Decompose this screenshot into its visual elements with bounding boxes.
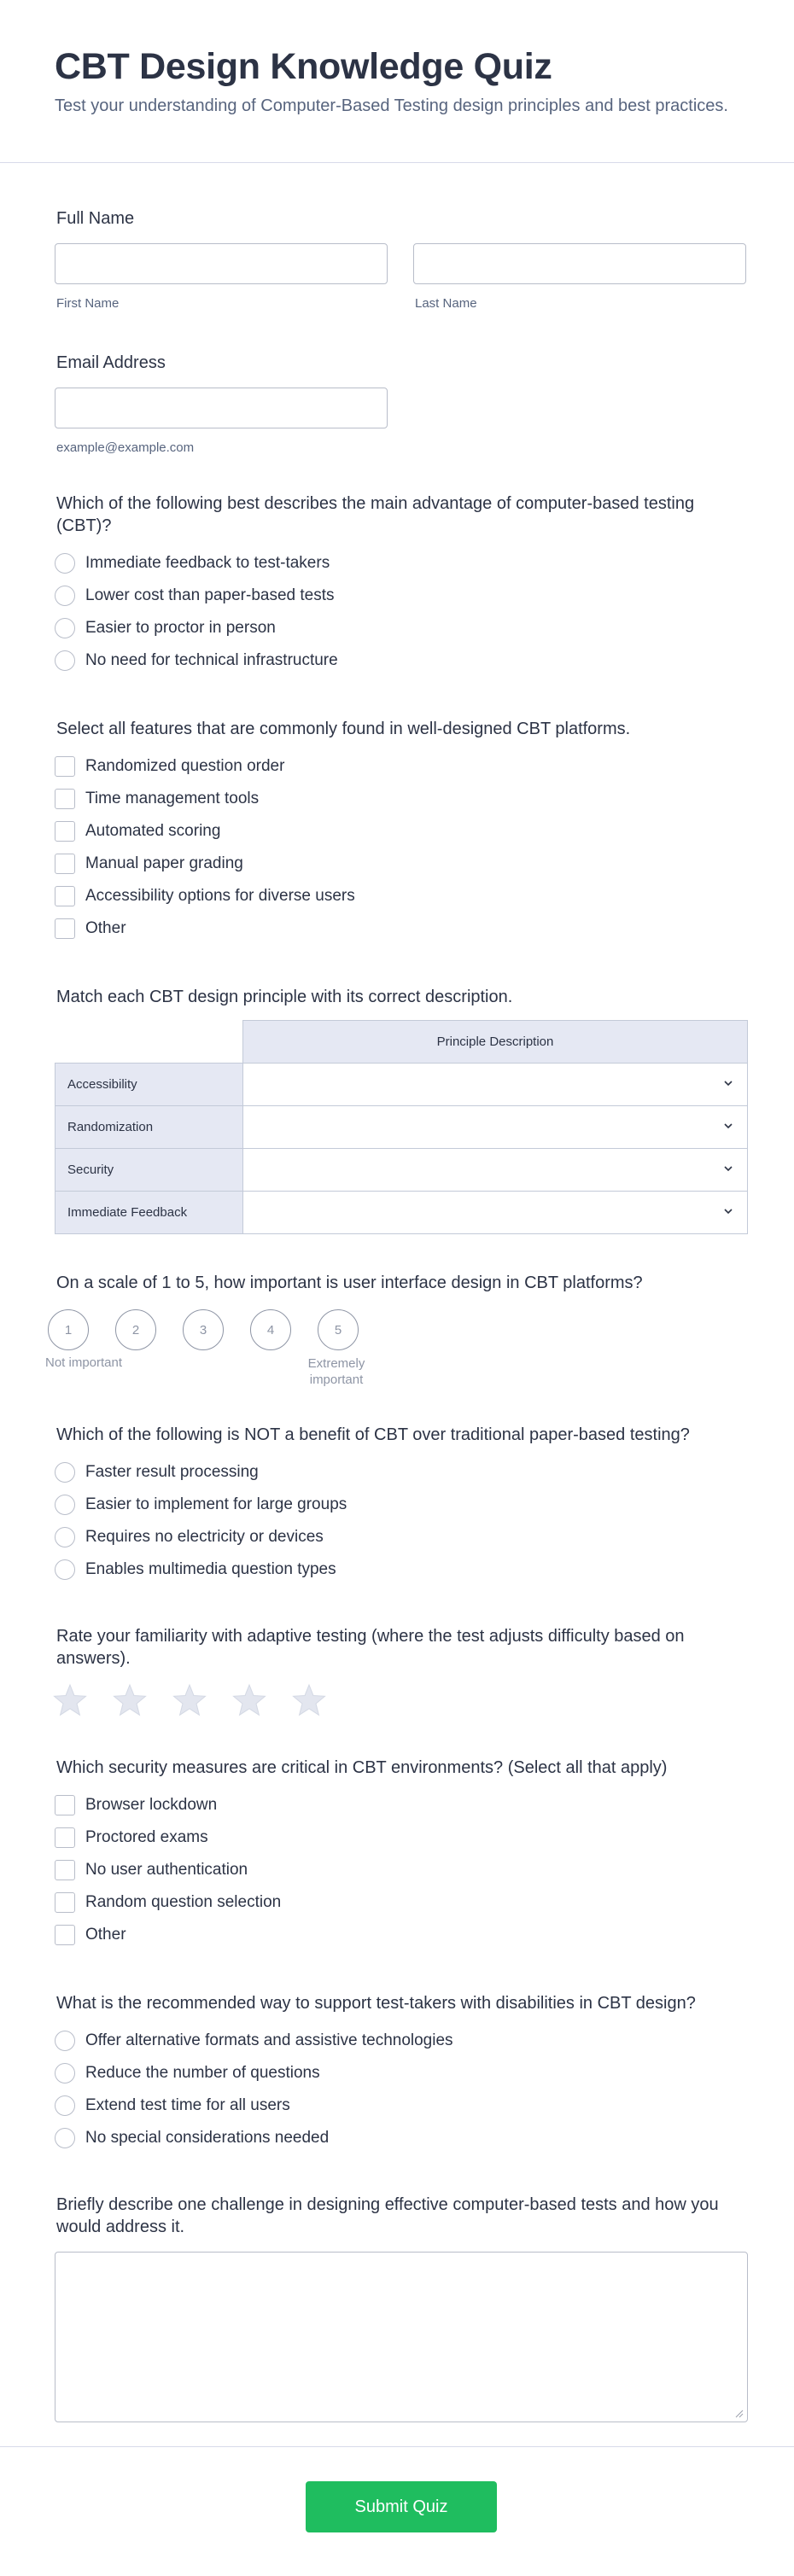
security-option[interactable] <box>55 1886 748 1919</box>
scale-option[interactable]: 2 <box>115 1309 156 1350</box>
features-option[interactable] <box>55 880 748 912</box>
option-label: Randomized question order <box>85 757 285 775</box>
option-label: Time management tools <box>85 790 260 807</box>
scale-high-label: Extremely important <box>307 1356 365 1387</box>
matrix-row-label: Accessibility <box>55 1064 243 1106</box>
chevron-down-icon <box>721 1204 735 1218</box>
scale-option[interactable]: 4 <box>250 1309 291 1350</box>
full-name-label: Full Name <box>56 209 135 228</box>
rating-question-label: Rate your familiarity with adaptive testing (where the test adjusts difficulty based on answers). <box>56 1627 685 1668</box>
option-label: Accessibility options for diverse users <box>85 887 355 905</box>
option-label: Other <box>85 919 126 937</box>
matrix-column-header: Principle Description <box>243 1021 748 1064</box>
option-label: Extend test time for all users <box>85 2096 290 2114</box>
disabilities-option[interactable] <box>55 2089 748 2122</box>
matrix-dropdown[interactable] <box>243 1149 748 1192</box>
features-option[interactable] <box>55 912 748 945</box>
submit-button[interactable]: Submit Quiz <box>306 2481 497 2532</box>
first-name-input[interactable] <box>55 243 388 284</box>
rating-question <box>55 1625 748 1717</box>
features-option[interactable] <box>55 750 748 783</box>
features-option[interactable] <box>55 848 748 880</box>
matrix-dropdown[interactable] <box>243 1064 748 1106</box>
features-option[interactable] <box>55 815 748 848</box>
radio-button[interactable] <box>55 1527 75 1547</box>
security-option[interactable] <box>55 1919 748 1951</box>
option-label: Random question selection <box>85 1893 282 1911</box>
star-icon[interactable] <box>172 1683 207 1717</box>
checkbox[interactable] <box>55 821 75 842</box>
not-benefit-option[interactable] <box>55 1553 748 1586</box>
option-label: Browser lockdown <box>85 1796 218 1814</box>
scale-question <box>45 1272 748 1390</box>
security-option[interactable] <box>55 1854 748 1886</box>
advantage-option[interactable] <box>55 644 748 677</box>
matrix-dropdown[interactable] <box>243 1192 748 1234</box>
not-benefit-option[interactable] <box>55 1456 748 1489</box>
challenge-textarea[interactable] <box>55 2252 748 2422</box>
radio-button[interactable] <box>55 650 75 671</box>
option-label: Immediate feedback to test-takers <box>85 554 330 572</box>
star-rating <box>53 1683 748 1717</box>
disabilities-question-label: What is the recommended way to support test-takers with disabilities in CBT design? <box>56 1994 696 2013</box>
option-label: Automated scoring <box>85 822 221 840</box>
last-name-sublabel: Last Name <box>415 296 477 311</box>
disabilities-option[interactable] <box>55 2025 748 2057</box>
option-label: Enables multimedia question types <box>85 1560 336 1578</box>
resize-grip-icon[interactable] <box>735 2410 744 2418</box>
matrix-corner <box>55 1021 243 1064</box>
radio-button[interactable] <box>55 1462 75 1483</box>
advantage-question <box>55 492 748 677</box>
radio-button[interactable] <box>55 1495 75 1515</box>
scale-question-label: On a scale of 1 to 5, how important is user interface design in CBT platforms? <box>56 1273 643 1292</box>
scale-option[interactable]: 3 <box>183 1309 224 1350</box>
option-label: No special considerations needed <box>85 2129 330 2147</box>
matrix-dropdown[interactable] <box>243 1106 748 1149</box>
form-header <box>0 0 794 163</box>
advantage-option[interactable] <box>55 612 748 644</box>
radio-button[interactable] <box>55 553 75 574</box>
matrix-table <box>55 1020 748 1234</box>
matrix-row-label: Randomization <box>55 1106 243 1149</box>
features-question-label: Select all features that are commonly found in well-designed CBT platforms. <box>56 720 631 738</box>
option-label: Requires no electricity or devices <box>85 1528 324 1546</box>
chevron-down-icon <box>721 1119 735 1133</box>
page-title: CBT Design Knowledge Quiz <box>55 46 552 87</box>
form-body <box>0 207 794 2422</box>
checkbox[interactable] <box>55 1925 75 1945</box>
checkbox[interactable] <box>55 918 75 939</box>
last-name-input[interactable] <box>413 243 746 284</box>
option-label: Reduce the number of questions <box>85 2064 320 2082</box>
challenge-question <box>55 2194 748 2422</box>
not-benefit-question-label: Which of the following is NOT a benefit of CBT over traditional paper-based testing? <box>56 1425 690 1444</box>
matrix-row-label: Immediate Feedback <box>55 1192 243 1234</box>
first-name-sublabel: First Name <box>56 296 120 311</box>
advantage-question-label: Which of the following best describes the main advantage of computer-based testing (CBT)? <box>56 494 695 535</box>
checkbox[interactable] <box>55 1827 75 1848</box>
disabilities-option[interactable] <box>55 2057 748 2089</box>
matrix-row-label: Security <box>55 1149 243 1192</box>
security-question-label: Which security measures are critical in CBT environments? (Select all that apply) <box>56 1758 668 1777</box>
radio-button[interactable] <box>55 2063 75 2084</box>
security-option[interactable] <box>55 1821 748 1854</box>
email-label: Email Address <box>56 353 166 372</box>
option-label: Manual paper grading <box>85 854 243 872</box>
email-sublabel: example@example.com <box>56 440 195 455</box>
email-input[interactable] <box>55 388 388 428</box>
star-icon[interactable] <box>292 1683 326 1717</box>
security-question <box>55 1757 748 1951</box>
not-benefit-option[interactable] <box>55 1521 748 1553</box>
scale-option[interactable]: 5 <box>318 1309 359 1350</box>
matrix-question <box>55 986 748 1234</box>
checkbox[interactable] <box>55 1892 75 1913</box>
checkbox[interactable] <box>55 854 75 874</box>
matrix-question-label: Match each CBT design principle with its correct description. <box>56 988 513 1006</box>
full-name-question <box>55 207 748 311</box>
security-option[interactable] <box>55 1789 748 1821</box>
checkbox[interactable] <box>55 1795 75 1815</box>
advantage-option[interactable] <box>55 580 748 612</box>
star-icon[interactable] <box>232 1683 266 1717</box>
disabilities-option[interactable] <box>55 2122 748 2154</box>
radio-button[interactable] <box>55 2128 75 2148</box>
form-footer <box>0 2446 794 2576</box>
radio-button[interactable] <box>55 2095 75 2116</box>
star-icon[interactable] <box>113 1683 147 1717</box>
checkbox[interactable] <box>55 756 75 777</box>
option-label: No user authentication <box>85 1861 248 1879</box>
features-question <box>55 718 748 945</box>
not-benefit-option[interactable] <box>55 1489 748 1521</box>
scale-option[interactable]: 1 <box>48 1309 89 1350</box>
checkbox[interactable] <box>55 1860 75 1880</box>
star-icon[interactable] <box>53 1683 87 1717</box>
option-label: Faster result processing <box>85 1463 259 1481</box>
chevron-down-icon <box>721 1076 735 1090</box>
option-label: Proctored exams <box>85 1828 208 1846</box>
option-label: No need for technical infrastructure <box>85 651 338 669</box>
email-question <box>55 352 748 455</box>
radio-button[interactable] <box>55 2031 75 2051</box>
disabilities-question <box>55 1992 748 2154</box>
option-label: Easier to proctor in person <box>85 619 276 637</box>
chevron-down-icon <box>721 1162 735 1175</box>
checkbox[interactable] <box>55 789 75 809</box>
option-label: Other <box>85 1926 126 1944</box>
page-subtitle: Test your understanding of Computer-Based Testing design principles and best practices. <box>55 96 728 115</box>
radio-button[interactable] <box>55 618 75 638</box>
not-benefit-question <box>55 1424 748 1586</box>
scale-options <box>48 1309 748 1350</box>
advantage-option[interactable] <box>55 547 748 580</box>
option-label: Easier to implement for large groups <box>85 1495 347 1513</box>
challenge-question-label: Briefly describe one challenge in designing effective computer-based tests and how you would address it. <box>56 2195 719 2236</box>
features-option[interactable] <box>55 783 748 815</box>
checkbox[interactable] <box>55 886 75 906</box>
radio-button[interactable] <box>55 586 75 606</box>
scale-low-label: Not important <box>45 1355 123 1370</box>
radio-button[interactable] <box>55 1559 75 1580</box>
option-label: Offer alternative formats and assistive technologies <box>85 2031 453 2049</box>
option-label: Lower cost than paper-based tests <box>85 586 335 604</box>
